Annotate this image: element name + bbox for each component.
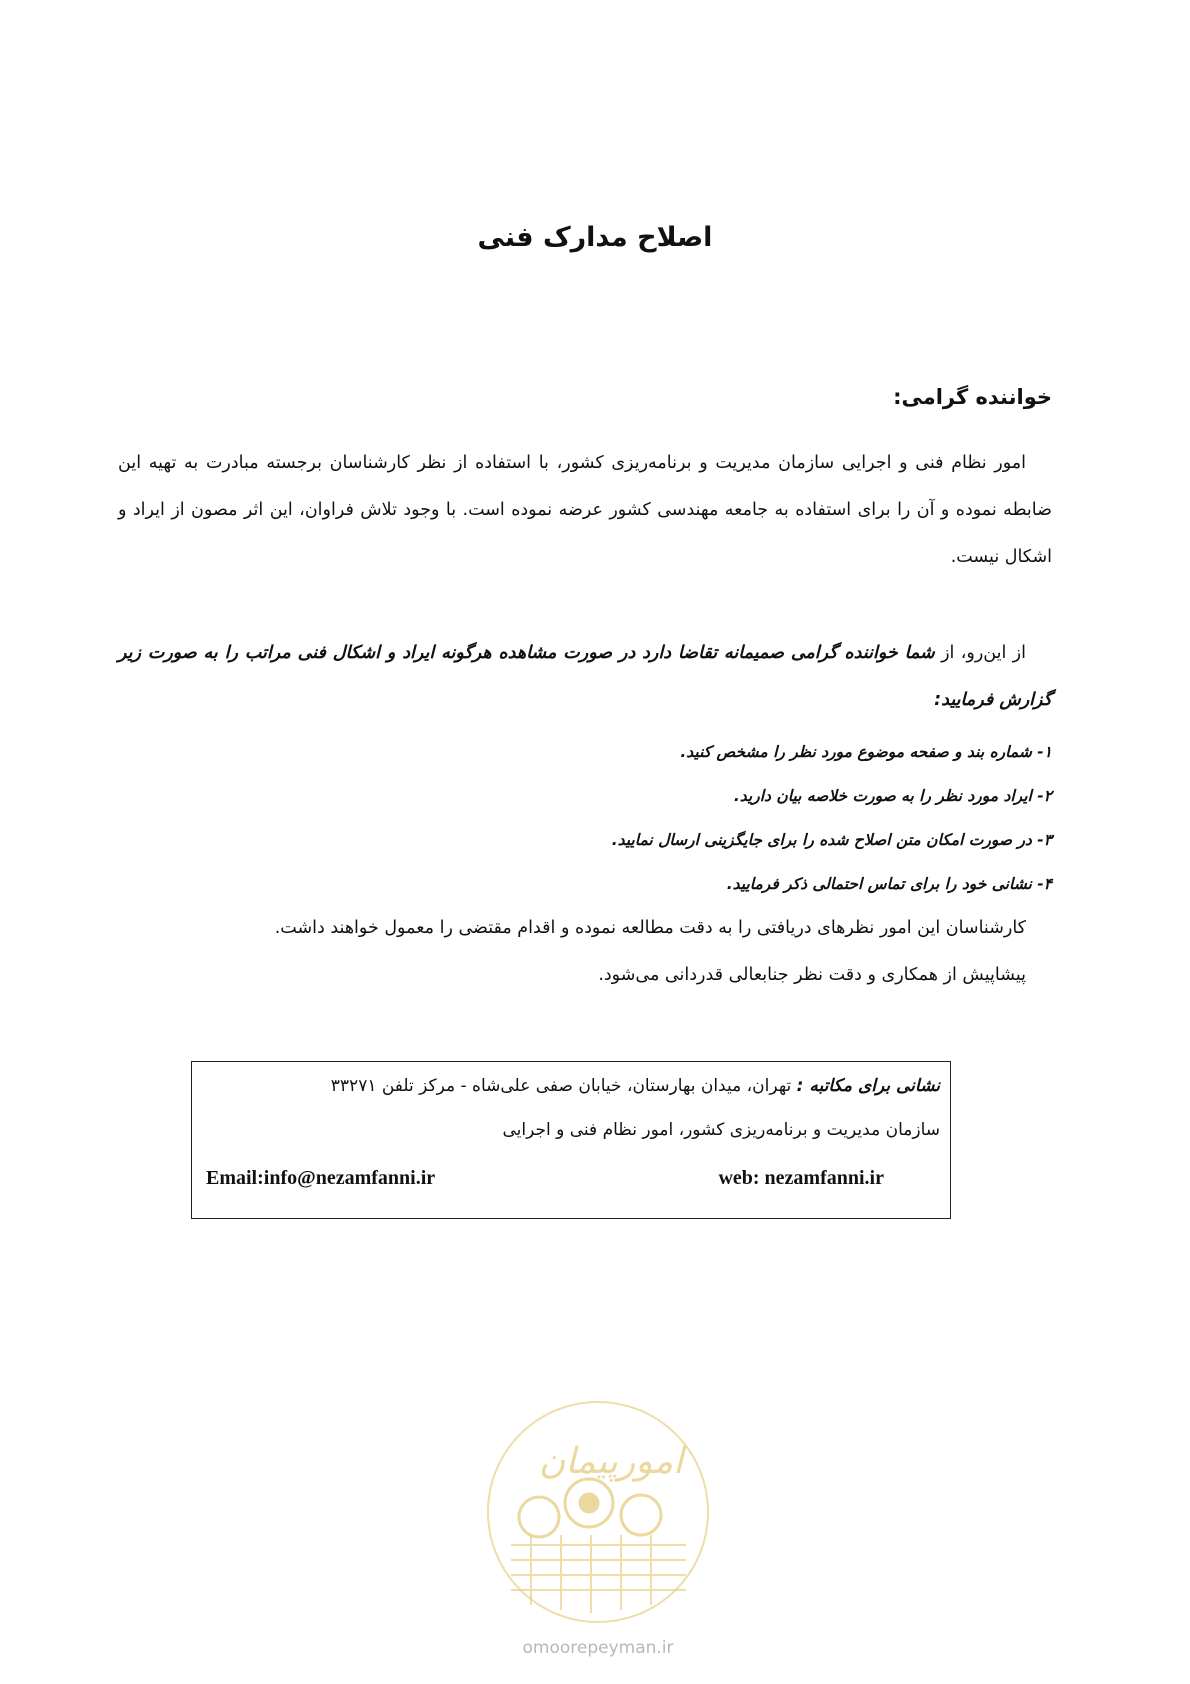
list-item: ۱- شماره بند و صفحه موضوع مورد نظر را مشخص کنید. — [680, 743, 1052, 761]
list-item: ۳- در صورت امکان متن اصلاح شده را برای جایگزینی ارسال نمایید. — [611, 831, 1052, 849]
list-item: ۲- ایراد مورد نظر را به صورت خلاصه بیان دارید. — [733, 787, 1052, 805]
request-prefix: از این‌رو، از — [934, 643, 1026, 663]
address-box — [191, 1061, 951, 1219]
watermark-seal-icon — [481, 1395, 715, 1661]
watermark-logo-text: امورپیمان — [538, 1441, 684, 1482]
contact-footer — [206, 1167, 884, 1190]
watermark-logo — [481, 1395, 715, 1661]
email-link[interactable]: Email:info@nezamfanni.ir — [206, 1167, 436, 1189]
address-label: نشانی برای مکاتبه : — [796, 1076, 940, 1096]
closing-line-1: کارشناسان این امور نظرهای دریافتی را به دقت مطالعه نموده و اقدام مقتضی را معمول خواهند داشت. — [274, 918, 1026, 938]
request-paragraph — [118, 630, 1052, 724]
organization-line: سازمان مدیریت و برنامه‌ریزی کشور، امور نظام فنی و اجرایی — [502, 1120, 940, 1140]
watermark-site-text: omoorepeyman.ir — [522, 1638, 674, 1658]
request-emphasis: شما خواننده گرامی صمیمانه تقاضا دارد در صورت مشاهده هرگونه ایراد و اشکال فنی مراتب را به صورت زیر گزارش فرمایید: — [118, 643, 1052, 710]
address-line — [331, 1076, 940, 1096]
closing-block — [200, 905, 1052, 999]
intro-paragraph: امور نظام فنی و اجرایی سازمان مدیریت و برنامه‌ریزی کشور، با استفاده از نظر کارشناسان برجسته مبادرت به تهیه این ضابطه نموده و آن را برای استفاده به جامعه مهندسی کشور عرضه نموده است. با وجود تلاش فراوان، این اثر مصون از ایراد و اشکال نیست. — [118, 453, 1052, 567]
closing-line-2: پیشاپیش از همکاری و دقت نظر جنابعالی قدردانی می‌شود. — [598, 965, 1026, 985]
list-item: ۴- نشانی خود را برای تماس احتمالی ذکر فرمایید. — [726, 875, 1052, 893]
web-link[interactable]: web: nezamfanni.ir — [718, 1167, 884, 1189]
address-text: تهران، میدان بهارستان، خیابان صفی علی‌شاه - مرکز تلفن ۳۳۲۷۱ — [330, 1076, 797, 1096]
instructions-list — [612, 730, 1052, 906]
page-title: اصلاح مدارک فنی — [477, 222, 713, 253]
greeting-heading: خواننده گرامی: — [893, 385, 1052, 409]
